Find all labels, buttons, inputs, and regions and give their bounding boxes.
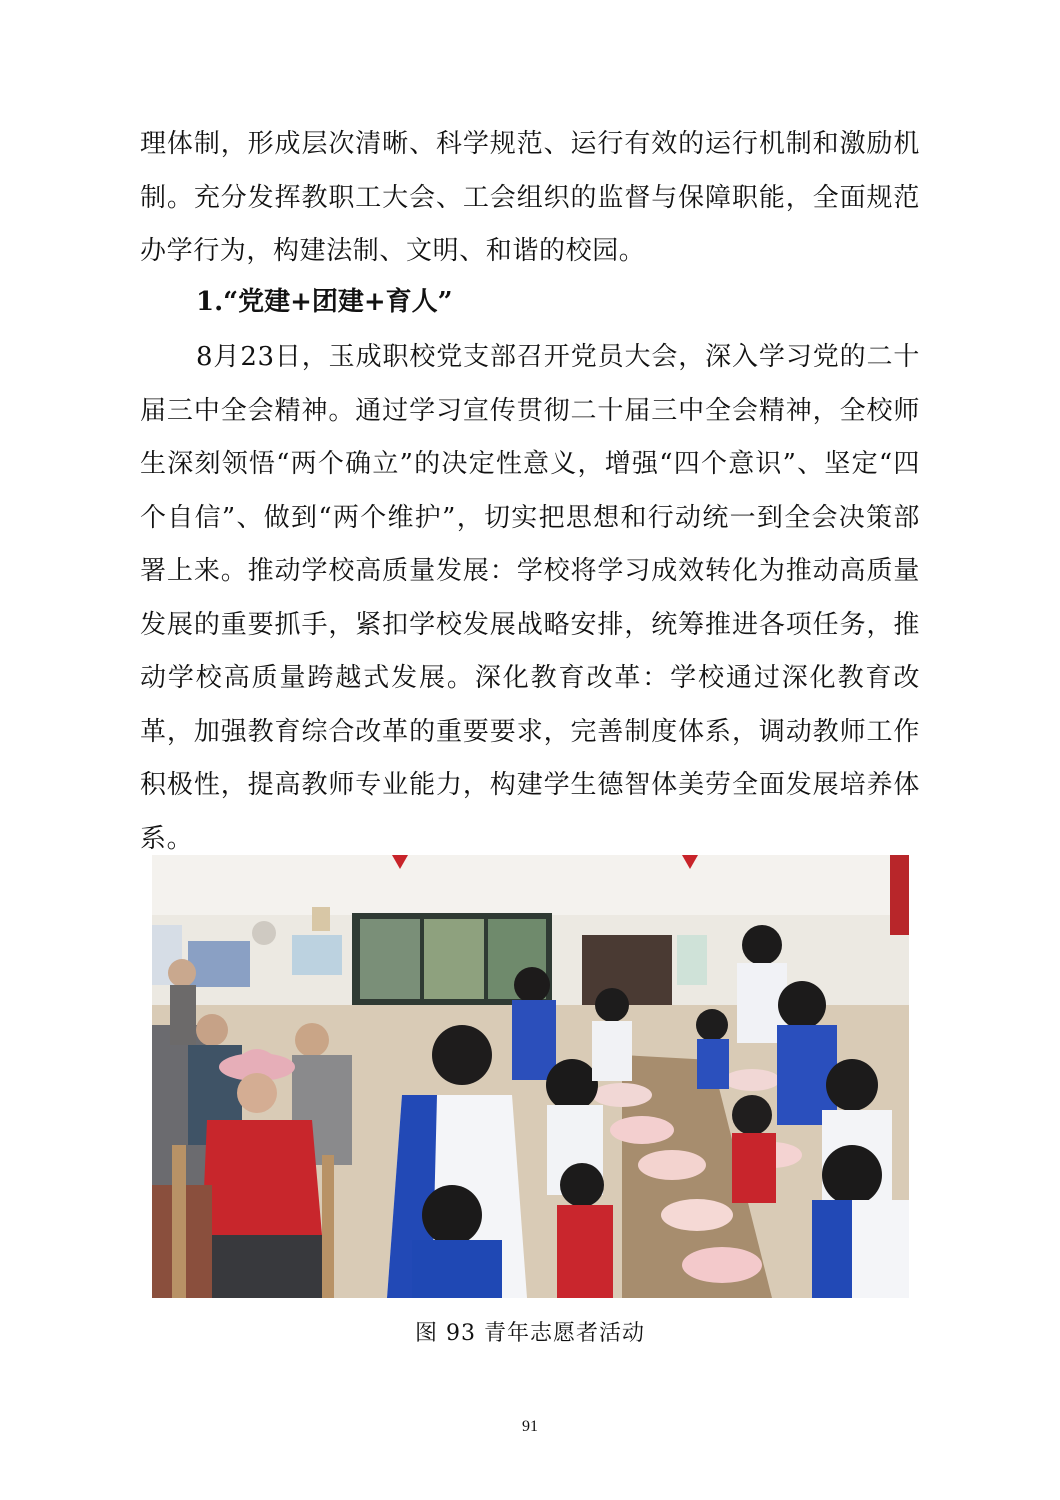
paragraph-intro: 理体制，形成层次清晰、科学规范、运行有效的运行机制和激励机制。充分发挥教职工大会、工会组织的监督与保障职能，全面规范办学行为，构建法制、文明、和谐的校园。	[140, 129, 920, 266]
photo-illustration	[152, 855, 909, 1298]
section-heading: 1.“党建+团建+育人”	[196, 287, 453, 317]
paragraph-body: 8月23日，玉成职校党支部召开党员大会，深入学习党的二十届三中全会精神。通过学习宣传贯彻二十届三中全会精神，全校师生深刻领悟“两个确立”的决定性意义，增强“四个意识”、坚定“四个自信”、做到“两个维护”，切实把思想和行动统一到全会决策部署上来。推动学校高质量发展：学校将学习成效转化为推动高质量发展的重要抓手，紧扣学校发展战略安排，统筹推进各项任务，推动学校高质量跨越式发展。深化教育改革：学校通过深化教育改革，加强教育综合改革的重要要求，完善制度体系，调动教师工作积极性，提高教师专业能力，构建学生德智体美劳全面发展培养体系。	[140, 342, 920, 854]
volunteer-activity-photo	[152, 855, 909, 1298]
page-number: 91	[522, 1418, 538, 1435]
figure-caption: 图 93 青年志愿者活动	[415, 1321, 645, 1346]
